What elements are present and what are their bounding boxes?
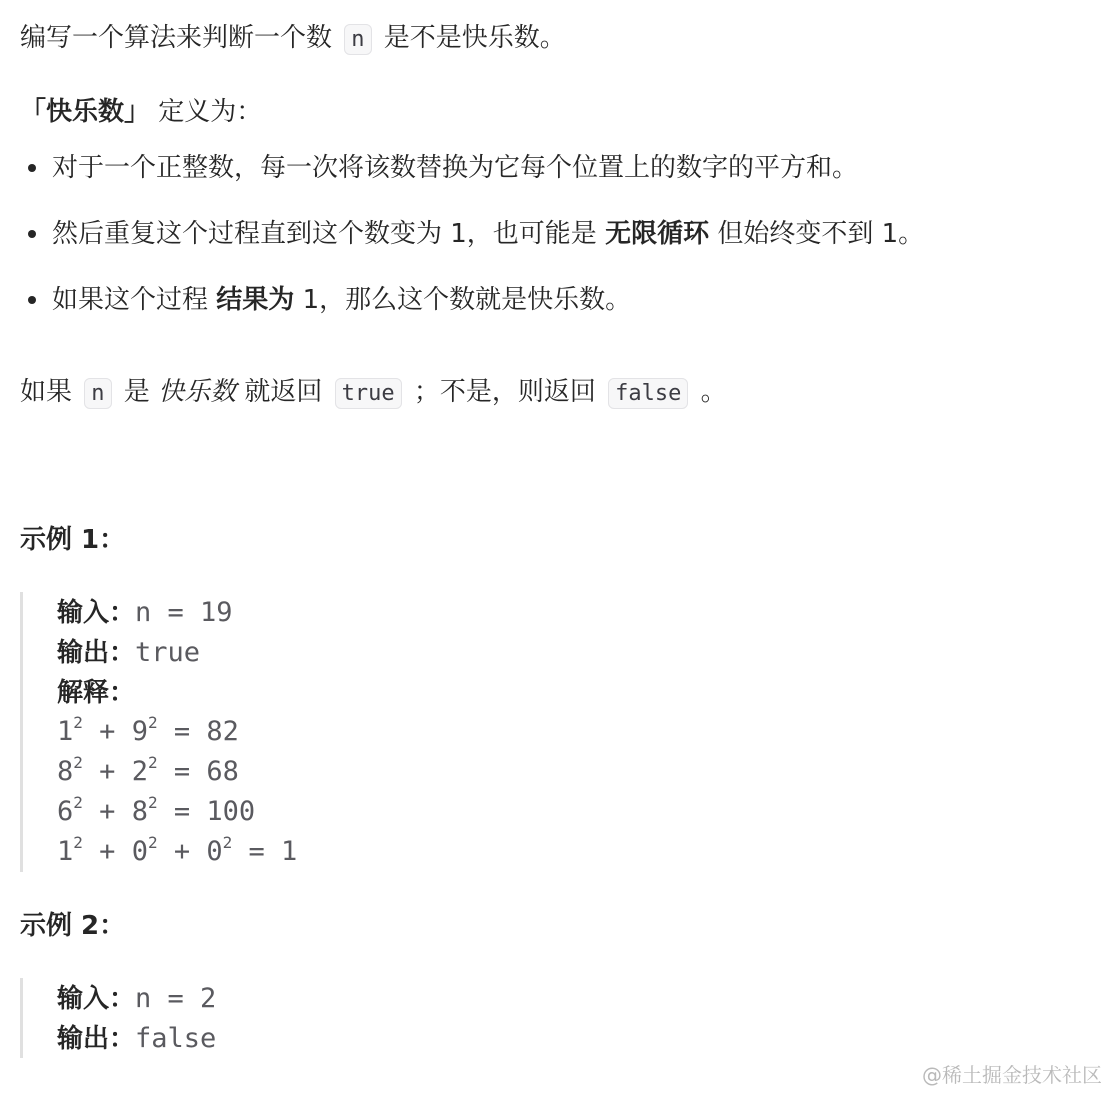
explain-step — [57, 792, 297, 832]
explain-label: 解释： — [57, 678, 136, 708]
list-item-text: 然后重复这个过程直到这个数变为 1，也可能是 — [52, 219, 597, 249]
input-value: n = 19 — [135, 597, 233, 628]
output-value: false — [135, 1023, 217, 1054]
list-item-text-after: 1，那么这个数就是快乐数。 — [302, 285, 632, 315]
definition-term: 「快乐数」 — [20, 97, 151, 127]
example-input-line — [57, 978, 216, 1018]
step-exponent: 2 — [222, 833, 233, 852]
step-result: = 100 — [157, 796, 256, 827]
bullet-icon — [28, 230, 36, 238]
step-result: = 68 — [157, 756, 239, 787]
step-base: 0 — [131, 836, 148, 867]
inline-code-n: n — [84, 378, 111, 409]
step-base: 2 — [131, 756, 148, 787]
happy-number-italic: 快乐数 — [158, 377, 237, 407]
bullet-icon — [28, 164, 36, 172]
return-text: 。 — [700, 377, 727, 407]
return-text: ；不是，则返回 — [413, 377, 596, 407]
step-op: + — [82, 836, 132, 867]
definition-list — [20, 148, 924, 346]
step-result: = 1 — [232, 836, 298, 867]
explain-step — [57, 832, 297, 872]
list-item-bold: 结果为 — [216, 285, 295, 315]
list-item — [20, 214, 924, 280]
step-base: 8 — [131, 796, 148, 827]
example-2-block — [20, 978, 216, 1058]
input-label: 输入： — [57, 984, 136, 1014]
step-exponent: 2 — [73, 713, 83, 732]
return-text: 如果 — [20, 377, 73, 407]
step-exponent: 2 — [147, 713, 158, 732]
definition-paragraph — [20, 92, 262, 132]
step-exponent: 2 — [73, 793, 83, 812]
step-op: + 0 — [157, 836, 223, 867]
step-exponent: 2 — [147, 833, 158, 852]
definition-text: 定义为： — [158, 97, 263, 127]
inline-code-false: false — [608, 378, 688, 409]
list-item — [20, 280, 924, 346]
bullet-icon — [28, 296, 36, 304]
intro-text-after: 是不是快乐数。 — [383, 23, 566, 53]
output-value: true — [135, 637, 201, 668]
explain-step — [57, 712, 297, 752]
watermark: @稀土掘金技术社区 — [922, 1063, 1102, 1087]
step-op: + — [82, 796, 132, 827]
example-1-title: 示例 1： — [20, 525, 126, 555]
step-base: 1 — [57, 836, 74, 867]
step-exponent: 2 — [73, 753, 83, 772]
input-label: 输入： — [57, 598, 136, 628]
list-item-text: 对于一个正整数，每一次将该数替换为它每个位置上的数字的平方和。 — [52, 153, 859, 183]
example-output-line — [57, 632, 297, 672]
step-op: + — [82, 716, 132, 747]
step-base: 1 — [57, 716, 74, 747]
inline-code-n: n — [344, 24, 371, 55]
step-base: 6 — [57, 796, 74, 827]
list-item-text: 如果这个过程 — [52, 285, 209, 315]
return-paragraph — [20, 372, 727, 414]
step-exponent: 2 — [147, 793, 158, 812]
step-base: 9 — [131, 716, 148, 747]
list-item — [20, 148, 924, 214]
input-value: n = 2 — [135, 983, 217, 1014]
intro-paragraph — [20, 18, 566, 60]
output-label: 输出： — [57, 638, 136, 668]
step-exponent: 2 — [147, 753, 158, 772]
example-2-title: 示例 2： — [20, 911, 126, 941]
example-explain-line — [57, 672, 297, 712]
list-item-text-after: 但始终变不到 1。 — [717, 219, 925, 249]
intro-text: 编写一个算法来判断一个数 — [20, 23, 333, 53]
list-item-bold: 无限循环 — [605, 219, 710, 249]
explain-step — [57, 752, 297, 792]
return-text: 是 — [123, 377, 150, 407]
output-label: 输出： — [57, 1024, 136, 1054]
step-base: 8 — [57, 756, 74, 787]
example-output-line — [57, 1018, 216, 1058]
return-text: 就返回 — [244, 377, 323, 407]
step-exponent: 2 — [73, 833, 83, 852]
example-input-line — [57, 592, 297, 632]
step-op: + — [82, 756, 132, 787]
inline-code-true: true — [335, 378, 402, 409]
step-result: = 82 — [157, 716, 239, 747]
example-1-block — [20, 592, 297, 872]
